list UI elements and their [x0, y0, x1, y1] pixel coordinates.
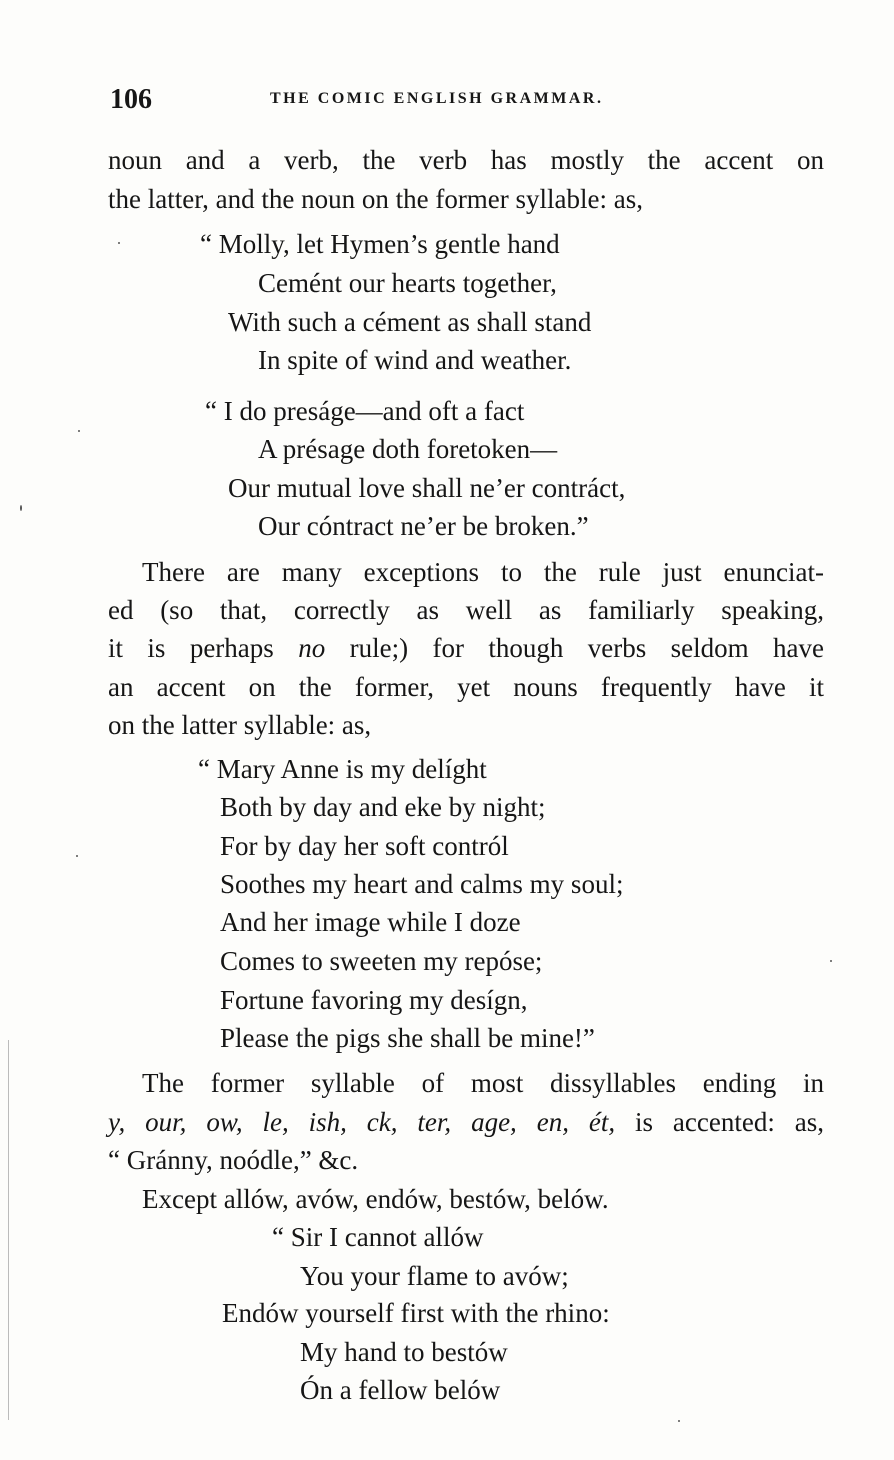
- text-line: “ Gránny, noódle,” &c.: [108, 1145, 359, 1175]
- verse-line: Our mutual love shall ne’er contráct,: [228, 473, 626, 503]
- verse-line: With such a cément as shall stand: [228, 307, 592, 337]
- page-number: 106: [110, 84, 152, 115]
- text-fragment: it is perhaps: [108, 633, 274, 663]
- scan-speck: [830, 960, 832, 962]
- verse-line: Cemént our hearts together,: [258, 268, 557, 298]
- verse-line: My hand to bestów: [300, 1337, 508, 1367]
- text-line: on the latter syllable: as,: [108, 710, 372, 740]
- scan-speck: [78, 430, 80, 432]
- scan-speck: [678, 1420, 680, 1422]
- text-fragment: rule;) for though verbs seldom have: [349, 633, 824, 663]
- text-line: Except allów, avów, endów, bestów, belów.: [142, 1184, 609, 1214]
- suffix-list: y, our, ow, le, ish, ck, ter, age, en, ét,: [108, 1107, 616, 1137]
- verse-line: Comes to sweeten my repóse;: [220, 946, 543, 976]
- text-fragment: is accented: as,: [635, 1107, 824, 1137]
- verse-line: You your flame to avów;: [300, 1261, 569, 1291]
- text-line: an accent on the former, yet nouns frequently have it: [108, 672, 824, 702]
- text-line: [108, 1107, 824, 1137]
- scan-edge-line: [8, 1040, 9, 1420]
- running-title: THE COMIC ENGLISH GRAMMAR.: [270, 90, 604, 107]
- verse-line: “ Sir I cannot allów: [272, 1222, 484, 1252]
- verse-line: “ Mary Anne is my delíght: [198, 754, 487, 784]
- verse-line: “ I do preságe—and oft a fact: [205, 396, 525, 426]
- verse-line: In spite of wind and weather.: [258, 345, 572, 375]
- verse-line: A présage doth foretoken—: [258, 434, 558, 464]
- scan-speck: [76, 855, 78, 857]
- verse-line: For by day her soft contról: [220, 831, 509, 861]
- text-line: There are many exceptions to the rule just enunciat-: [142, 557, 824, 587]
- verse-line: And her image while I doze: [220, 907, 521, 937]
- scan-speck: [118, 242, 120, 244]
- verse-line: Ón a fellow belów: [300, 1375, 501, 1405]
- text-line: The former syllable of most dissyllables ending in: [142, 1068, 824, 1098]
- verse-line: Our cóntract ne’er be broken.”: [258, 511, 589, 541]
- text-line: [108, 633, 824, 663]
- verse-line: Endów yourself first with the rhino:: [222, 1298, 610, 1328]
- verse-line: Fortune favoring my desígn,: [220, 985, 528, 1015]
- verse-line: “ Molly, let Hymen’s gentle hand: [200, 229, 560, 259]
- text-line: the latter, and the noun on the former syllable: as,: [108, 184, 644, 214]
- scan-speck: [20, 505, 22, 511]
- verse-line: Please the pigs she shall be mine!”: [220, 1023, 595, 1053]
- verse-line: Both by day and eke by night;: [220, 792, 546, 822]
- verse-line: Soothes my heart and calms my soul;: [220, 869, 624, 899]
- text-line: noun and a verb, the verb has mostly the accent on: [108, 145, 824, 175]
- page-header: [110, 84, 826, 124]
- text-line: ed (so that, correctly as well as familiarly speaking,: [108, 595, 824, 625]
- italic-word: no: [298, 633, 326, 663]
